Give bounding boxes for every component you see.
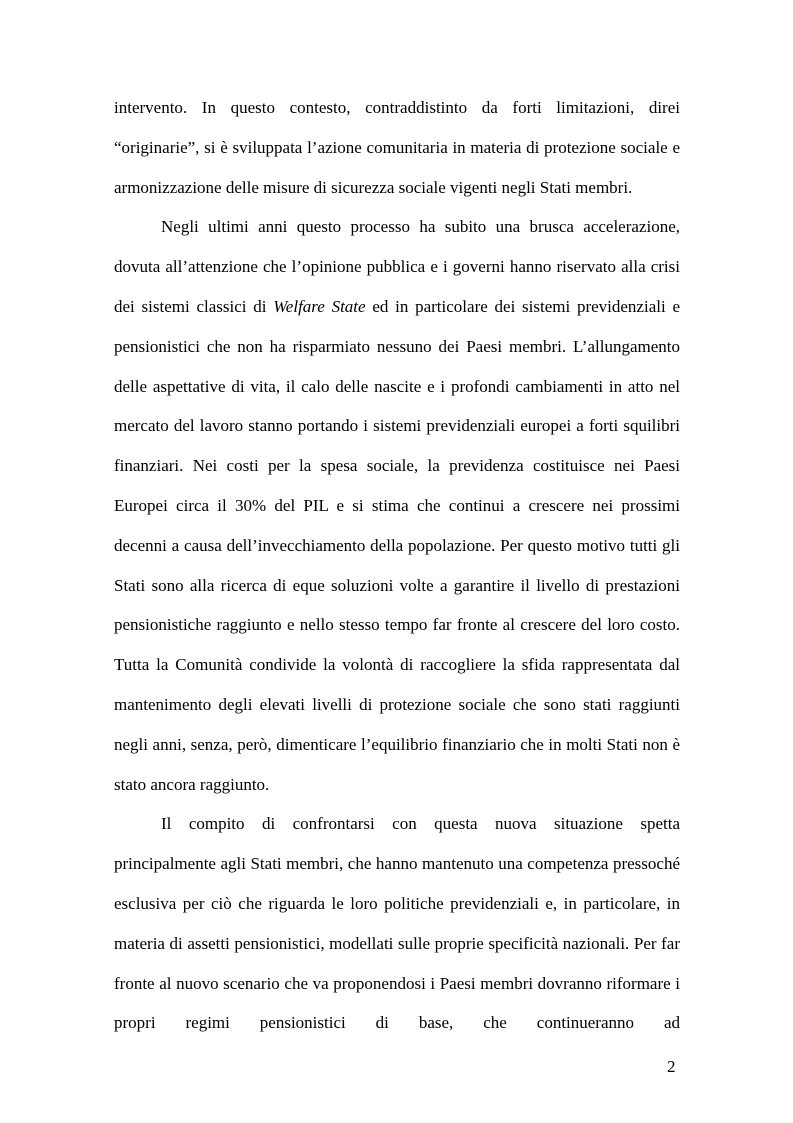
page-number: 2 (667, 1057, 676, 1076)
paragraph-1-text: intervento. In questo contesto, contraddistinto da forti limitazioni, direi “originarie”, si è sviluppata l’azione comunitaria in materia di protezione sociale e armonizzazione delle misure di sicurezza sociale vigenti negli Stati membri. (114, 98, 680, 197)
paragraph-1 (114, 88, 680, 207)
paragraph-2-text-start: Negli ultimi anni questo processo ha subito una brusca accelerazione, dovuta all’attenzione che l’opinione pubblica e i governi hanno riservato alla crisi dei sistemi classici di (114, 217, 680, 316)
page-body (114, 88, 680, 1043)
paragraph-3 (114, 804, 680, 1043)
welfare-state-term: Welfare State (273, 296, 366, 316)
paragraph-2 (114, 207, 680, 804)
paragraph-2-text-end: ed in particolare dei sistemi previdenziali e pensionistici che non ha risparmiato nessuno dei Paesi membri. L’allungamento delle aspettative di vita, il calo delle nascite e i profondi cambiamenti in atto nel mercato del lavoro stanno portando i sistemi previdenziali europei a forti squilibri finanziari. Nei costi per la spesa sociale, la previdenza costituisce nei Paesi Europei circa il 30% del PIL e si stima che continui a crescere nei prossimi decenni a causa dell’invecchiamento della popolazione. Per questo motivo tutti gli Stati sono alla ricerca di eque soluzioni volte a garantire il livello di prestazioni pensionistiche raggiunto e nello stesso tempo far fronte al crescere del loro costo. Tutta la Comunità condivide la volontà di raccogliere la sfida rappresentata dal mantenimento degli elevati livelli di protezione sociale che sono stati raggiunti negli anni, senza, però, dimenticare l’equilibrio finanziario che in molti Stati non è stato ancora raggiunto. (114, 296, 680, 794)
paragraph-3-text: Il compito di confrontarsi con questa nuova situazione spetta principalmente agli Stati membri, che hanno mantenuto una competenza pressoché esclusiva per ciò che riguarda le loro politiche previdenziali e, in particolare, in materia di assetti pensionistici, modellati sulle proprie specificità nazionali. Per far fronte al nuovo scenario che va proponendosi i Paesi membri dovranno riformare i propri regimi pensionistici di base, che continueranno ad (114, 814, 680, 1033)
